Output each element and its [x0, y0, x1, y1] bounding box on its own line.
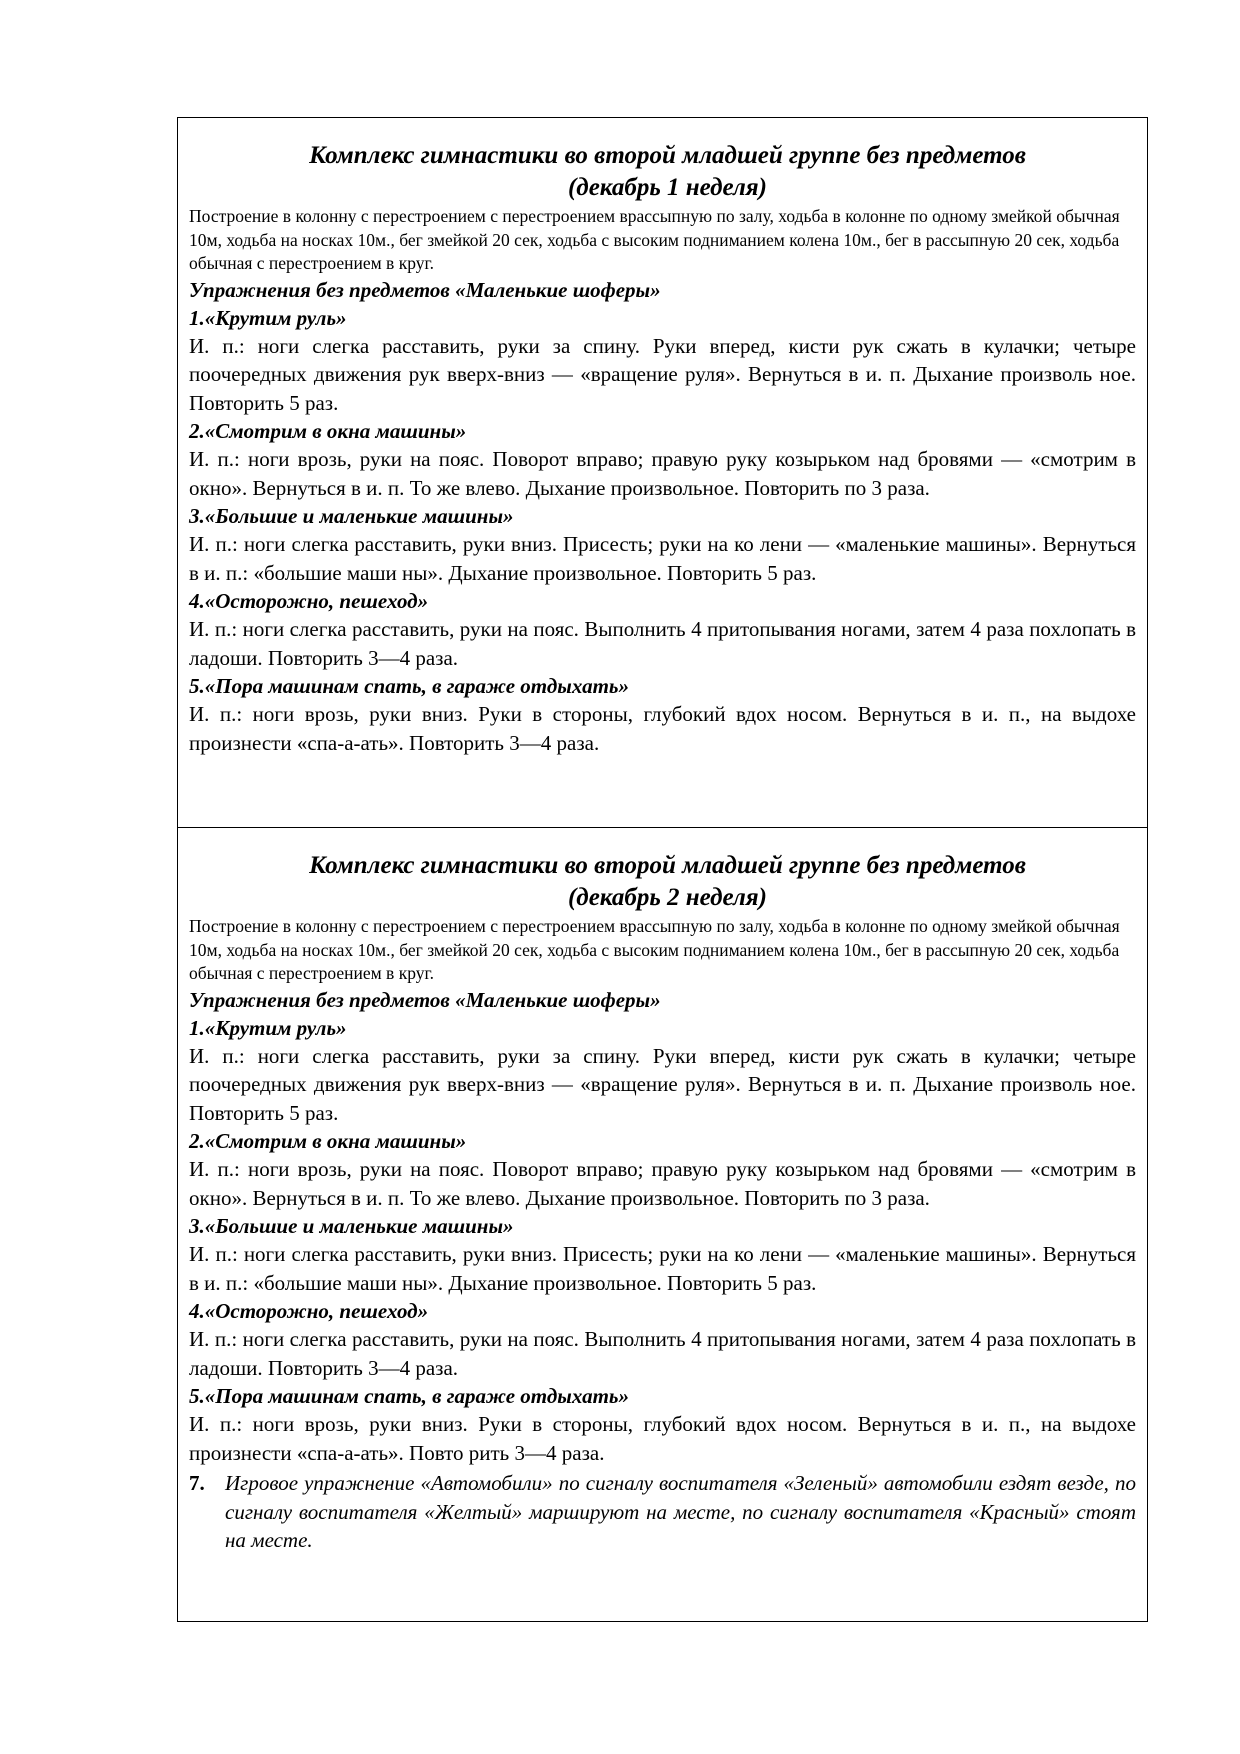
- exercise-title: 5.«Пора машинам спать, в гараже отдыхать»: [189, 1384, 629, 1408]
- exercise-text: И. п.: ноги слегка расставить, руки за спину. Руки вперед, кисти рук сжать в кулачки; четыре поочередных движения рук вверх-вниз — «вращение руля». Вернуться в и. п. Дыхание произволь ное. Повторить 5 раз.: [189, 333, 1136, 415]
- title-line-1: Комплекс гимнастики во второй младшей группе без предметов: [309, 852, 1026, 879]
- section-title: [189, 850, 1136, 914]
- game-exercise-item: [189, 1469, 1136, 1555]
- section-week-1: [178, 118, 1147, 827]
- exercises-subtitle: Упражнения без предметов «Маленькие шоферы»: [189, 987, 661, 1012]
- exercise-text: И. п.: ноги слегка расставить, руки вниз. Присесть; руки на ко лени — «маленькие машины». Вернуться в и. п.: «большие маши ны». Дыхание произвольное. Повторить 5 раз.: [189, 532, 1136, 585]
- exercise-title: 3.«Большие и маленькие машины»: [189, 1214, 514, 1238]
- title-line-2: (декабрь 1 неделя): [567, 174, 768, 201]
- exercise-text: И. п.: ноги врозь, руки на пояс. Поворот вправо; правую руку козырьком над бровями — «смотрим в окно». Вернуться в и. п. То же влево. Дыхание произвольное. Повторить по 3 раза.: [189, 447, 1136, 500]
- exercise-title: 1.«Крутим руль»: [189, 1015, 347, 1040]
- exercise-title: 3.«Большие и маленькие машины»: [189, 504, 514, 528]
- exercise-title: 4.«Осторожно, пешеход»: [189, 589, 429, 613]
- section-week-2: [178, 827, 1147, 1621]
- title-line-2: (декабрь 2 неделя): [567, 884, 768, 911]
- warmup-intro: Построение в колонну с перестроением с перестроением врассыпную по залу, ходьба в колонне по одному змейкой обычная 10м, ходьба на носках 10м., бег змейкой 20 сек, ходьба с высоким подниманием колена 10м., бег в рассыпную 20 сек, ходьба обычная с перестроением в круг.: [189, 206, 1120, 273]
- exercise-text: И. п.: ноги врозь, руки вниз. Руки в стороны, глубокий вдох носом. Вернуться в и. п., на выдохе произнести «спа-а-ать». Повто рить 3—4 раза.: [189, 1412, 1136, 1465]
- exercises-subtitle: Упражнения без предметов «Маленькие шоферы»: [189, 277, 661, 302]
- exercise-title: 2.«Смотрим в окна машины»: [189, 419, 467, 443]
- exercise-title: 5.«Пора машинам спать, в гараже отдыхать»: [189, 674, 629, 698]
- exercise-title: 4.«Осторожно, пешеход»: [189, 1299, 429, 1323]
- exercise-title: 1.«Крутим руль»: [189, 305, 347, 330]
- document-table: [177, 117, 1148, 1622]
- exercise-text: И. п.: ноги слегка расставить, руки на пояс. Выполнить 4 притопывания ногами, затем 4 раза похлопать в ладоши. Повторить 3—4 раза.: [189, 617, 1136, 670]
- game-number: 7.: [189, 1471, 205, 1495]
- exercise-text: И. п.: ноги слегка расставить, руки на пояс. Выполнить 4 притопывания ногами, затем 4 раза похлопать в ладоши. Повторить 3—4 раза.: [189, 1327, 1136, 1380]
- section-title: [189, 140, 1136, 204]
- exercise-text: И. п.: ноги врозь, руки вниз. Руки в стороны, глубокий вдох носом. Вернуться в и. п., на выдохе произнести «спа-а-ать». Повторить 3—4 раза.: [189, 702, 1136, 755]
- title-line-1: Комплекс гимнастики во второй младшей группе без предметов: [309, 142, 1026, 169]
- exercise-text: И. п.: ноги слегка расставить, руки вниз. Присесть; руки на ко лени — «маленькие машины». Вернуться в и. п.: «большие маши ны». Дыхание произвольное. Повторить 5 раз.: [189, 1242, 1136, 1295]
- exercise-text: И. п.: ноги врозь, руки на пояс. Поворот вправо; правую руку козырьком над бровями — «смотрим в окно». Вернуться в и. п. То же влево. Дыхание произвольное. Повторить по 3 раза.: [189, 1157, 1136, 1210]
- game-text: Игровое упражнение «Автомобили» по сигналу воспитателя «Зеленый» автомобили ездят везде, по сигналу воспитателя «Желтый» маршируют на месте, по сигналу воспитателя «Красный» стоят на месте.: [225, 1471, 1136, 1552]
- warmup-intro: Построение в колонну с перестроением с перестроением врассыпную по залу, ходьба в колонне по одному змейкой обычная 10м, ходьба на носках 10м., бег змейкой 20 сек, ходьба с высоким подниманием колена 10м., бег в рассыпную 20 сек, ходьба обычная с перестроением в круг.: [189, 916, 1120, 983]
- exercise-text: И. п.: ноги слегка расставить, руки за спину. Руки вперед, кисти рук сжать в кулачки; четыре поочередных движения рук вверх-вниз — «вращение руля». Вернуться в и. п. Дыхание произволь ное. Повторить 5 раз.: [189, 1043, 1136, 1125]
- exercise-title: 2.«Смотрим в окна машины»: [189, 1129, 467, 1153]
